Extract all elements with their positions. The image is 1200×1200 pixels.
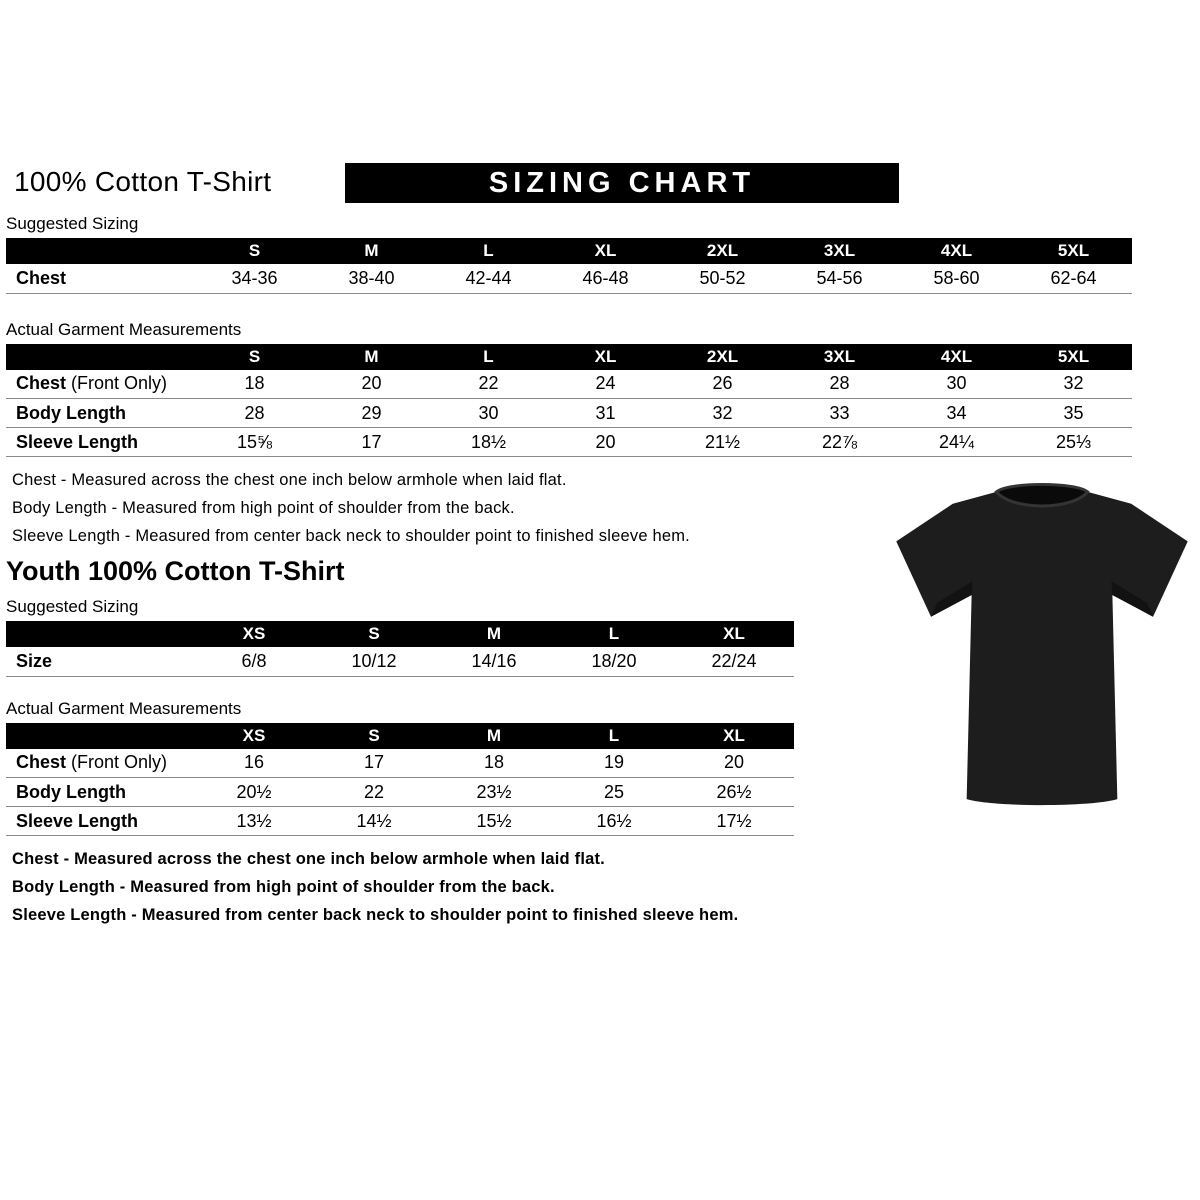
size-column-header: L [554,621,674,647]
measurement-value: 35 [1015,399,1132,428]
row-label-text: Sleeve Length [16,431,139,452]
youth-sleeve-length-note: Sleeve Length - Measured from center back neck to shoulder point to finished sleeve hem. [12,906,739,924]
size-column-header: 5XL [1015,344,1132,370]
header [0,163,1200,205]
measurement-value: 20 [313,370,430,399]
measurement-value: 16½ [554,807,674,836]
measurement-value: 20 [547,428,664,457]
measurement-value: 15½ [434,807,554,836]
row-label [6,428,196,457]
tshirt-image [893,476,1191,818]
row-label-text: Body Length [16,781,126,802]
tshirt-graphic [893,476,1191,818]
youth-actual-measurements-label: Actual Garment Measurements [6,698,242,718]
adult-sleeve-length-note: Sleeve Length - Measured from center back neck to shoulder point to finished sleeve hem. [12,527,690,545]
row-label-note: (Front Only) [66,373,168,394]
measurement-value: 20 [674,749,794,778]
size-column-header: XL [547,344,664,370]
size-column-header: XS [194,723,314,749]
measurement-row [6,647,794,676]
row-label [6,749,194,778]
row-label [6,807,194,836]
row-label [6,778,194,807]
row-label-note: (Front Only) [66,752,168,773]
measurement-value: 15⅝ [196,428,313,457]
measurement-value: 30 [898,370,1015,399]
measurement-row [6,428,1132,457]
size-column-header: 4XL [898,344,1015,370]
size-column-header: 4XL [898,238,1015,264]
size-column-header: S [314,621,434,647]
measurement-value: 34-36 [196,264,313,293]
adult-actual-section [0,320,1200,458]
youth-chest-note: Chest - Measured across the chest one inch below armhole when laid flat. [12,850,605,868]
youth-measurement-notes [12,850,1200,925]
sizing-chart-banner-label: SIZING CHART [488,166,756,199]
row-label [6,647,194,676]
header-corner-cell [6,723,194,749]
size-column-header: 2XL [664,344,781,370]
measurement-value: 28 [196,399,313,428]
measurement-value: 26½ [674,778,794,807]
measurement-value: 18 [196,370,313,399]
measurement-value: 17½ [674,807,794,836]
measurement-value: 58-60 [898,264,1015,293]
youth-suggested-sizing-label: Suggested Sizing [6,597,139,616]
header-corner-cell [6,344,196,370]
youth-section-title: Youth 100% Cotton T-Shirt [6,556,345,586]
measurement-value: 20½ [194,778,314,807]
size-column-header: M [313,344,430,370]
size-column-header: XL [674,621,794,647]
row-label-text: Sleeve Length [16,810,139,831]
measurement-value: 33 [781,399,898,428]
size-header-row [6,238,1132,264]
size-header-row [6,723,794,749]
size-column-header: S [314,723,434,749]
size-column-header: 3XL [781,238,898,264]
measurement-value: 62-64 [1015,264,1132,293]
measurement-value: 23½ [434,778,554,807]
adult-actual-measurements-label: Actual Garment Measurements [6,319,242,339]
row-label-text: Size [16,650,53,671]
measurement-value: 14½ [314,807,434,836]
adult-chest-note: Chest - Measured across the chest one inch below armhole when laid flat. [12,471,567,489]
measurement-value: 34 [898,399,1015,428]
measurement-value: 42-44 [430,264,547,293]
measurement-value: 22/24 [674,647,794,676]
measurement-row [6,778,794,807]
row-label [6,264,196,293]
measurement-value: 18 [434,749,554,778]
measurement-value: 22 [430,370,547,399]
measurement-value: 31 [547,399,664,428]
size-column-header: M [434,723,554,749]
size-column-header: M [313,238,430,264]
measurement-value: 24 [547,370,664,399]
header-corner-cell [6,621,194,647]
tshirt-body [896,492,1187,805]
sizing-chart-banner [345,163,899,203]
youth-suggested-sizing-table [6,621,794,677]
measurement-value: 16 [194,749,314,778]
measurement-value: 14/16 [434,647,554,676]
measurement-value: 17 [314,749,434,778]
measurement-value: 25⅓ [1015,428,1132,457]
adult-suggested-sizing-label: Suggested Sizing [6,214,139,233]
size-column-header: XL [547,238,664,264]
row-label-text: Chest [16,267,67,288]
row-label-text: Body Length [16,402,126,423]
measurement-row [6,399,1132,428]
measurement-value: 13½ [194,807,314,836]
size-column-header: L [554,723,674,749]
measurement-value: 18/20 [554,647,674,676]
header-corner-cell [6,238,196,264]
row-label [6,399,196,428]
size-column-header: 2XL [664,238,781,264]
adult-suggested-sizing-table [6,238,1132,294]
size-column-header: M [434,621,554,647]
measurement-value: 32 [1015,370,1132,399]
size-column-header: 5XL [1015,238,1132,264]
size-column-header: S [196,238,313,264]
measurement-value: 10/12 [314,647,434,676]
measurement-value: 26 [664,370,781,399]
measurement-value: 21½ [664,428,781,457]
measurement-value: 29 [313,399,430,428]
measurement-value: 28 [781,370,898,399]
measurement-value: 22 [314,778,434,807]
measurement-row [6,749,794,778]
youth-body-length-note: Body Length - Measured from high point of shoulder from the back. [12,878,555,896]
measurement-value: 32 [664,399,781,428]
measurement-value: 18½ [430,428,547,457]
size-column-header: L [430,344,547,370]
measurement-row [6,264,1132,293]
measurement-value: 24¼ [898,428,1015,457]
measurement-value: 38-40 [313,264,430,293]
page-title: 100% Cotton T-Shirt [14,166,272,197]
size-column-header: XL [674,723,794,749]
row-label-text: Chest [16,752,67,773]
size-column-header: S [196,344,313,370]
measurement-value: 25 [554,778,674,807]
measurement-value: 30 [430,399,547,428]
measurement-row [6,807,794,836]
size-column-header: 3XL [781,344,898,370]
adult-suggested-section [0,214,1200,294]
row-label [6,370,196,399]
size-column-header: XS [194,621,314,647]
size-header-row [6,344,1132,370]
adult-actual-measurements-table [6,344,1132,458]
measurement-value: 54-56 [781,264,898,293]
youth-actual-measurements-table [6,723,794,837]
size-header-row [6,621,794,647]
adult-body-length-note: Body Length - Measured from high point of shoulder from the back. [12,499,515,517]
measurement-value: 17 [313,428,430,457]
measurement-row [6,370,1132,399]
measurement-value: 19 [554,749,674,778]
measurement-value: 6/8 [194,647,314,676]
row-label-text: Chest [16,373,67,394]
measurement-value: 50-52 [664,264,781,293]
measurement-value: 46-48 [547,264,664,293]
size-column-header: L [430,238,547,264]
measurement-value: 22⅞ [781,428,898,457]
